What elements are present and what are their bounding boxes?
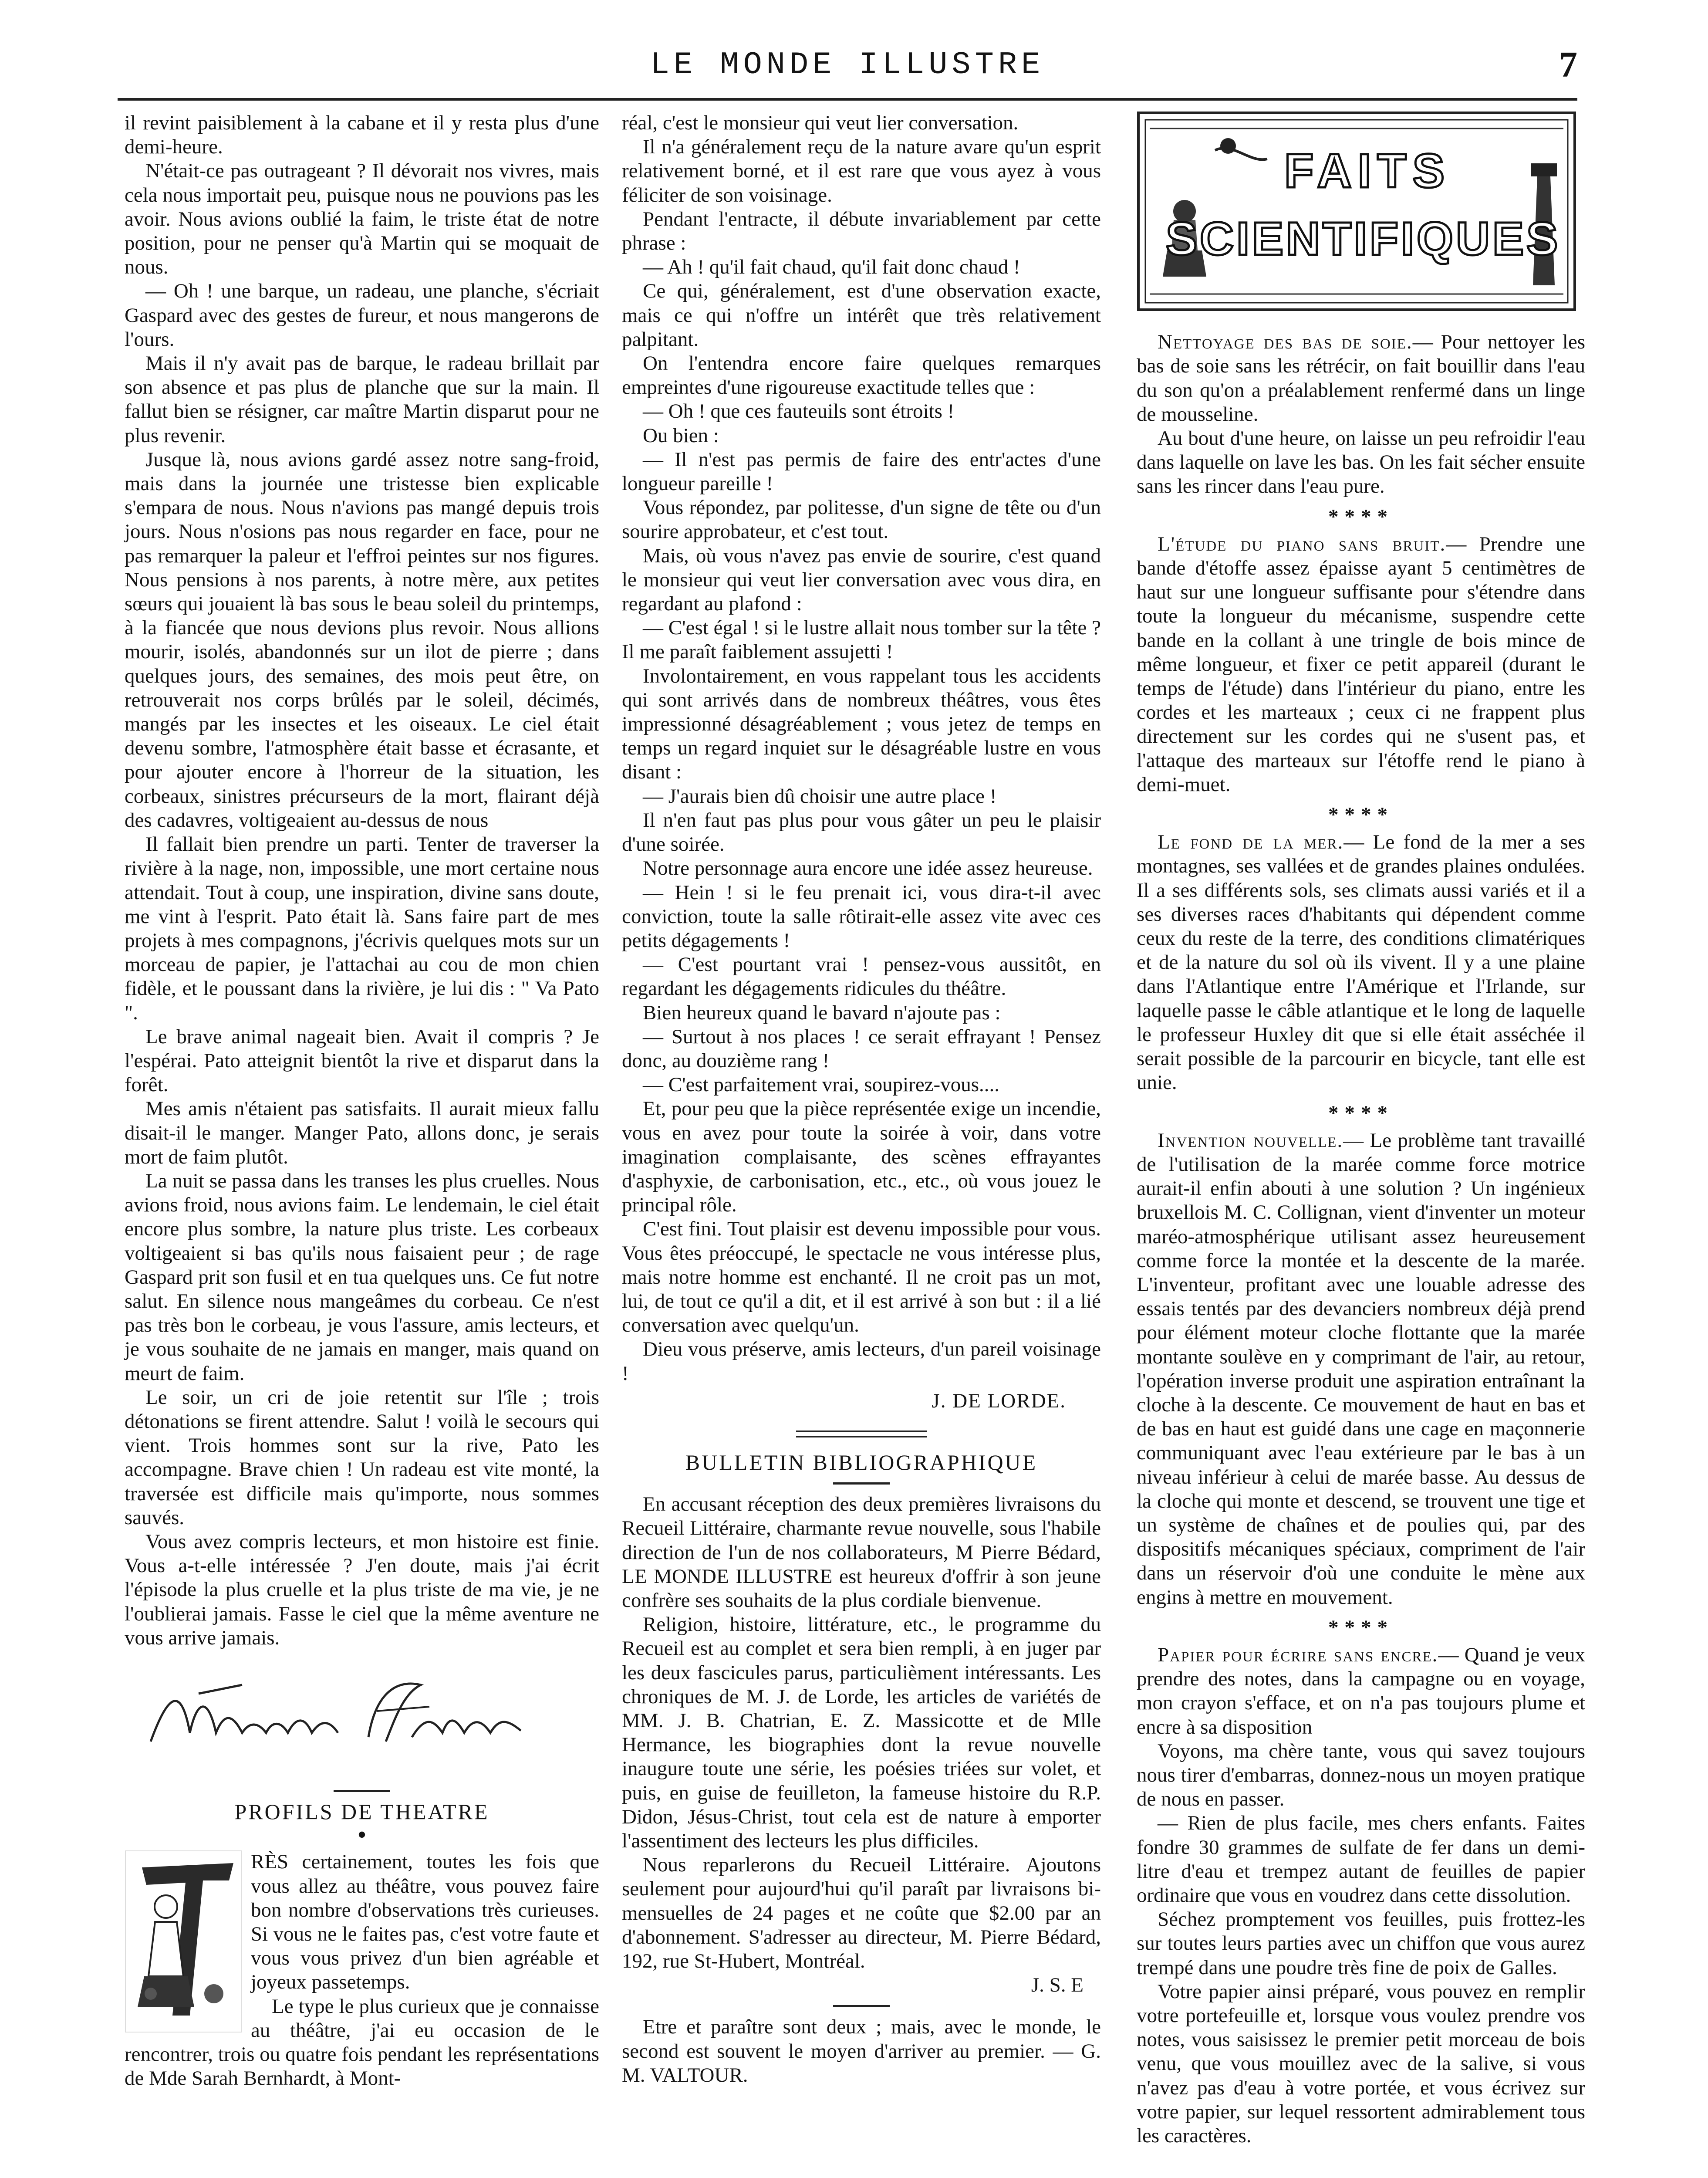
paragraph: RÈS certainement, toutes les fois que vous allez au théâtre, vous pouvez faire bon nombre d'observations très curieuses. Si vous ne le faites pas, c'est votre faute et vous vous privez d'un bien agréable et joyeux passetemps. bbox=[251, 1850, 599, 1994]
item-text: — Le problème tant travaillé de l'utilisation de la marée comme force motrice aurait-il enfin abouti à une solution ? Un ingénieux bruxellois M. C. Collignan, vient d'inventer un moteur maréo-atmosphérique utilisant assez heureusement comme force la montée et la descente de la marée. L'inventeur, profitant avec une louable adresse des essais tentés par des devanciers nombreux déjà prend pour élément moteur cloche flottante que la marée montante soulève en y comprimant de l'air, au retour, l'opération inverse produit une aspiration entraînant la cloche à la descente. Ce mouvement de haut en bas et de bas en haut est guidé dans une cage en maçonnerie communiquant avec l'eau extérieure par le bas à un niveau inférieur à celui de marée basse. Au dessus de la cloche qui monte et descend, se trouvent une tige et un système de chaînes et de poulies qui, par des dispositifs mécaniques spéciaux, compriment de l'air dans un réservoir d'où une conduite le mène aux engins à mettre en mouvement. bbox=[1137, 1129, 1585, 1609]
paragraph: Religion, histoire, littérature, etc., le programme du Recueil est au complet et sera bien rempli, à en juger par les deux fascicules parus, particulièment intéressants. Les chroniques de M. J. de Lorde, les articles de variétés de MM. J. B. Chatrian, E. Z. Massicotte et de Mlle Hermance, les biographies dont la revue nouvelle inaugure toute une série, les poésies triées sur volet, et puis, en guise de feuilleton, la fameuse histoire du R.P. Didon, Jésus-Christ, tout cela est de nature à emporter l'assentiment des lecteurs les plus difficiles. bbox=[622, 1613, 1101, 1853]
section-rule bbox=[334, 1790, 390, 1792]
newspaper-title: LE MONDE ILLUSTRE bbox=[650, 47, 1045, 83]
section-rule bbox=[833, 1482, 890, 1485]
paragraph: Au bout d'une heure, on laisse un peu refroidir l'eau dans laquelle on lave les bas. On les fait sécher ensuite sans les rincer dans l'eau pure. bbox=[1137, 427, 1585, 498]
column-3 bbox=[1137, 111, 1585, 2148]
separator-stars: **** bbox=[1328, 505, 1394, 528]
paragraph: — Ah ! qu'il fait chaud, qu'il fait donc chaud ! bbox=[643, 256, 1020, 279]
paragraph: Il fallait bien prendre un parti. Tenter de traverser la rivière à la nage, non, impossible, une mort certaine nous attendait. Tout à coup, une inspiration, divine sans doute, me vint à l'esprit. Pato était là. Sans faire part de mes projets à mes compagnons, j'écrivis quelques mots sur un morceau de papier, je l'attachai au cou de mon chien fidèle, et le poussant dans la rivière, je lui dis : " Va Pato ". bbox=[125, 833, 599, 1024]
item-heading: Papier pour écrire sans encre. bbox=[1158, 1643, 1438, 1666]
paragraph: Bien heureux quand le bavard n'ajoute pas : bbox=[643, 1001, 1001, 1024]
item-text: — Le fond de la mer a ses montagnes, ses vallées et de grandes plaines ondulées. Il a ses différents sols, ses climats aussi variés et il a ses diverses races d'habitants qui dépendent comme ceux du reste de la terre, des conditions climatériques et de la nature du sol où ils vivent. Il y a une plaine dans l'Atlantique entre l'Amérique et l'Irlande, sur laquelle passe le câble atlantique et le long de laquelle le professeur Huxley dit que si elle était asséchée il serait possible de la parcourir en bicycle, tant elle est unie. bbox=[1137, 831, 1585, 1094]
biblio-signature: J. S. E bbox=[1031, 1974, 1084, 1997]
profils-article bbox=[125, 1850, 599, 2090]
page-header bbox=[118, 44, 1577, 91]
section-title-profils: PROFILS DE THEATRE bbox=[234, 1799, 489, 1824]
paragraph: — Oh ! que ces fauteuils sont étroits ! bbox=[643, 400, 955, 423]
item-heading: Le fond de la mer. bbox=[1158, 831, 1344, 854]
paragraph: — C'est pourtant vrai ! pensez-vous aussitôt, en regardant les dégagements ridicules du théâtre. bbox=[622, 953, 1101, 1000]
paragraph: Involontairement, en vous rappelant tous les accidents qui sont arrivés dans de nombreux théâtres, vous êtes impressionné désagréablement ; vous jetez de temps en temps un regard inquiet sur le désagréable lustre en vous disant : bbox=[622, 664, 1101, 784]
item-heading: Nettoyage des bas de soie. bbox=[1158, 331, 1413, 354]
paragraph: Et, pour peu que la pièce représentée exige un incendie, vous en avez pour toute la soirée à voir, dans votre imagination complaisante, des scènes effrayantes d'asphyxie, de carbonisation, etc., etc., où vous jouez le principal rôle. bbox=[622, 1097, 1101, 1217]
double-rule bbox=[796, 1431, 927, 1437]
paragraph: Mes amis n'étaient pas satisfaits. Il aurait mieux fallu disait-il le manger. Manger Pato, allons donc, je serais mort de faim plutôt. bbox=[125, 1097, 599, 1168]
separator-stars: **** bbox=[1328, 1101, 1394, 1124]
paragraph: Votre papier ainsi préparé, vous pouvez en remplir votre portefeuille et, lorsque vous voulez prendre vos notes, vous saisissez le premier petit morceau de bois venu, que vous mouillez avec de la salive, si vous n'avez pas d'eau à votre portée, et vous écrivez sur votre papier, sur lequel ressortent admirablement tous les caractères. bbox=[1137, 1980, 1585, 2148]
paragraph: En accusant réception des deux premières livraisons du Recueil Littéraire, charmante revue nouvelle, sous l'habile direction de l'un de nos collaborateurs, M Pierre Bédard, LE MONDE ILLUSTRE est heureux d'offrir à son jeune confrère ses souhaits de la plus cordiale bienvenue. bbox=[622, 1493, 1101, 1612]
paragraph: N'était-ce pas outrageant ? Il dévorait nos vivres, mais cela nous importait peu, puisque nous ne pouvions pas les avoir. Nous avions oublié la faim, le triste état de notre position, pour ne penser qu'à Martin qui se moquait de nous. bbox=[125, 159, 599, 279]
paragraph: Le soir, un cri de joie retentit sur l'île ; trois détonations se firent attendre. Salut ! voilà le secours qui vient. Trois hommes sont sur la rive, Pato les accompagne. Brave chien ! Un radeau est vite monté, la traversée est difficile mais qu'importe, nous sommes sauvés. bbox=[125, 1386, 599, 1529]
page-number: 7 bbox=[1559, 44, 1577, 85]
paragraph: — Il n'est pas permis de faire des entr'actes d'une longueur pareille ! bbox=[622, 448, 1101, 495]
paragraph: C'est fini. Tout plaisir est devenu impossible pour vous. Vous êtes préoccupé, le spectacle ne vous intéresse plus, mais notre homme est enchanté. Il ne croit pas un mot, lui, de tout ce qu'il a dit, et il est arrivé à son but : il a lié conversation avec quelqu'un. bbox=[622, 1218, 1101, 1337]
column-2 bbox=[622, 111, 1101, 2087]
item-text: — Quand je veux prendre des notes, dans la campagne ou en voyage, mon crayon s'efface, et on n'a pas toujours plume et encre à sa disposition bbox=[1137, 1643, 1585, 1738]
paragraph: — Oh ! une barque, un radeau, une planche, s'écriait Gaspard avec des gestes de fureur, et nous mangerons de l'ours. bbox=[125, 280, 599, 351]
section-rule bbox=[833, 2005, 890, 2007]
paragraph: Notre personnage aura encore une idée assez heureuse. bbox=[643, 857, 1093, 880]
item-text: — Pour nettoyer les bas de soie sans les rétrécir, on fait bouillir dans l'eau du son qu'on a préalablement renfermé dans un linge de mousseline. bbox=[1137, 331, 1585, 426]
paragraph: Le type le plus curieux que je connaisse au théâtre, j'ai eu occasion de le rencontrer, trois ou quatre fois pendant les représentations de Mde Sarah Bernhardt, à Mont- bbox=[125, 1995, 599, 2090]
paragraph: Dieu vous préserve, amis lecteurs, d'un pareil voisinage ! bbox=[622, 1338, 1101, 1385]
paragraph: On l'entendra encore faire quelques remarques empreintes d'une rigoureuse exactitude telles que : bbox=[622, 352, 1101, 399]
header-rule bbox=[118, 98, 1577, 101]
faits-scientifiques-banner bbox=[1137, 111, 1576, 311]
author-signature: J. DE LORDE. bbox=[932, 1389, 1066, 1412]
drop-cap-illustration bbox=[125, 1850, 242, 2033]
paragraph: Mais, où vous n'avez pas envie de sourire, c'est quand le monsieur qui veut lier conversation avec vous dira, en regardant au plafond : bbox=[622, 544, 1101, 616]
item-heading: L'étude du piano sans bruit. bbox=[1158, 532, 1446, 555]
banner-line-1: FAITS bbox=[1284, 144, 1451, 198]
paragraph: — Surtout à nos places ! ce serait effrayant ! Pensez donc, au douzième rang ! bbox=[622, 1025, 1101, 1072]
handwritten-signature bbox=[142, 1667, 534, 1768]
paragraph: Jusque là, nous avions gardé assez notre sang-froid, mais dans la journée une tristesse bien explicable s'empara de nous. Nous n'avions pas mangé depuis trois jours. Nous n'osions pas nous regarder en face, pour ne pas remarquer la paleur et l'effroi peintes sur nos figures. Nous pensions à nos parents, à notre mère, aux petites sœurs qui jouaient là bas sous le beau soleil du printemps, à la fiancée que nous devions plus revoir. Nous allions mourir, isolés, abandonnés sur un ilot de pierre ; dans quelques jours, des semaines, des mois peut être, on retrouverait nos corps brûlés par le soleil, décimés, mangés par les insectes et les oiseaux. Le ciel était devenu sombre, l'atmosphère était basse et écrasante, et pour ajouter encore à l'horreur de la situation, les corbeaux, sinistres précurseurs de la mort, flairant déjà des cadavres, voltigeaient au-dessus de nous bbox=[125, 448, 599, 832]
paragraph: — C'est égal ! si le lustre allait nous tomber sur la tête ? Il me paraît faiblement assujetti ! bbox=[622, 616, 1101, 663]
separator-stars: **** bbox=[1328, 1616, 1394, 1639]
paragraph: Vous avez compris lecteurs, et mon histoire est finie. Vous a-t-elle intéressée ? J'en doute, mais j'ai écrit l'épisode la plus cruelle et la plus triste de ma vie, je ne l'oublierai jamais. Fasse le ciel que la même aventure ne vous arrive jamais. bbox=[125, 1530, 599, 1649]
paragraph: Nous reparlerons du Recueil Littéraire. Ajoutons seulement pour aujourd'hui qu'il paraît par livraisons bi-mensuelles de 24 pages et ne coûte que $2.00 par an d'abonnement. S'adresser au directeur, M. Pierre Bédard, 192, rue St-Hubert, Montréal. bbox=[622, 1853, 1101, 1973]
paragraph: Ce qui, généralement, est d'une observation exacte, mais ce qui n'offre un intérêt que très relativement palpitant. bbox=[622, 280, 1101, 351]
paragraph: réal, c'est le monsieur qui veut lier conversation. bbox=[622, 112, 1019, 134]
banner-line-2: SCIENTIFIQUES bbox=[1165, 212, 1561, 265]
paragraph: Pendant l'entracte, il débute invariablement par cette phrase : bbox=[622, 207, 1101, 255]
item-text: — Prendre une bande d'étoffe assez épaisse ayant 5 centimètres de haut sur une longueur suffisante pour s'étendre dans toute la longueur du mécanisme, suspendre cette bande en la collant à une tringle de bois mince de même longueur, et fixer ce petit appareil (durant le temps de l'étude) dans l'intérieur du piano, entre les cordes et les marteaux ; ceux ci ne frappent plus directement sur les cordes qui ne s'usent pas, et l'attaque des marteaux sur l'étoffe rend le piano à demi-muet. bbox=[1137, 532, 1585, 796]
column-1 bbox=[125, 111, 599, 2090]
paragraph: Il n'en faut pas plus pour vous gâter un peu le plaisir d'une soirée. bbox=[622, 808, 1101, 856]
paragraph: Voyons, ma chère tante, vous qui savez toujours nous tirer d'embarras, donnez-nous un moyen pratique de nous en passer. bbox=[1137, 1739, 1585, 1811]
item-heading: Invention nouvelle. bbox=[1158, 1129, 1343, 1152]
closing-quote: Etre et paraître sont deux ; mais, avec le monde, le second est souvent le moyen d'arriver au premier. — G. M. VALTOUR. bbox=[622, 2016, 1101, 2087]
paragraph: Il n'a généralement reçu de la nature avare qu'un esprit relativement borné, et il est rare que vous ayez à vous féliciter de son voisinage. bbox=[622, 135, 1101, 206]
paragraph: Vous répondez, par politesse, d'un signe de tête ou d'un sourire approbateur, et c'est tout. bbox=[622, 496, 1101, 543]
paragraph: Mais il n'y avait pas de barque, le radeau brillait par son absence et pas plus de planche que sur la main. Il fallut bien se résigner, car maître Martin disparut pour ne plus revenir. bbox=[125, 352, 599, 447]
bullet-ornament: • bbox=[357, 1820, 367, 1850]
separator-stars: **** bbox=[1328, 803, 1394, 826]
paragraph: — Rien de plus facile, mes chers enfants. Faites fondre 30 grammes de sulfate de fer dans un demi-litre d'eau et trempez autant de feuilles de papier ordinaire que vous en voudrez dans cette dissolution. bbox=[1137, 1812, 1585, 1907]
paragraph: — Hein ! si le feu prenait ici, vous dira-t-il avec conviction, toute la salle rôtirait-elle assez vite avec ces petits dégagements ! bbox=[622, 881, 1101, 952]
paragraph: — J'aurais bien dû choisir une autre place ! bbox=[643, 785, 997, 808]
paragraph: — C'est parfaitement vrai, soupirez-vous.... bbox=[643, 1073, 999, 1096]
paragraph: il revint paisiblement à la cabane et il y resta plus d'une demi-heure. bbox=[125, 112, 599, 159]
paragraph: La nuit se passa dans les transes les plus cruelles. Nous avions froid, nous avions faim. Le lendemain, le ciel était encore plus sombre, la nature plus triste. Les corbeaux voltigeaient si bas qu'ils nous faisaient peur ; de rage Gaspard prit son fusil et en tua quelques uns. Ce fut notre salut. En silence nous mangeâmes du corbeau. Ce n'est pas très bon le corbeau, je vous l'assure, amis lecteurs, et je vous souhaite de ne jamais en manger, mais quand on meurt de faim. bbox=[125, 1169, 599, 1385]
paragraph: Séchez promptement vos feuilles, puis frottez-les sur toutes leurs parties avec un chiffon que vous aurez trempé dans une poudre très fine de poix de Galles. bbox=[1137, 1908, 1585, 1979]
paragraph: Ou bien : bbox=[643, 424, 719, 447]
paragraph: Le brave animal nageait bien. Avait il compris ? Je l'espérai. Pato atteignit bientôt la rive et disparut dans la forêt. bbox=[125, 1025, 599, 1096]
section-title-bulletin: BULLETIN BIBLIOGRAPHIQUE bbox=[685, 1450, 1038, 1475]
